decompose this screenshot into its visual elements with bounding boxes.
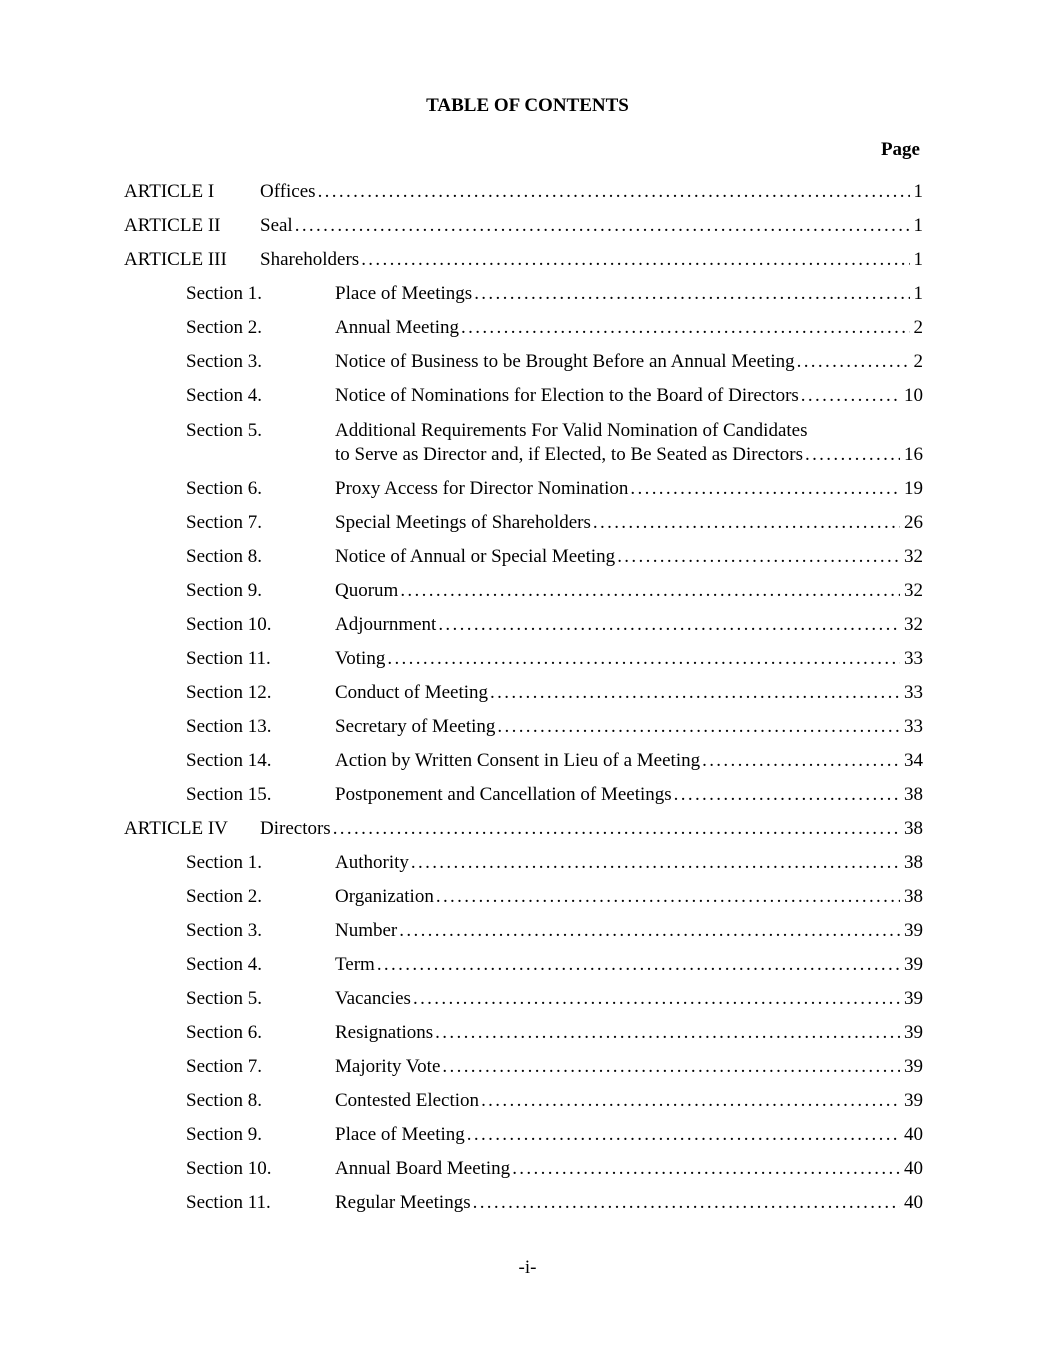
toc-section-entry[interactable] <box>0 952 1055 978</box>
entry-title-row <box>335 1054 923 1080</box>
entry-title: Directors <box>260 818 331 839</box>
article-label: ARTICLE IV <box>124 818 228 839</box>
dot-leader <box>805 442 900 468</box>
entry-title: Seal <box>260 215 293 236</box>
section-label: Section 2. <box>186 886 262 907</box>
toc-section-entry[interactable] <box>0 544 1055 570</box>
toc-section-entry[interactable] <box>0 680 1055 706</box>
entry-title: Conduct of Meeting <box>335 682 489 703</box>
entry-title: Organization <box>335 886 434 907</box>
section-label: Section 15. <box>186 784 272 805</box>
toc-section-entry[interactable] <box>0 1190 1055 1216</box>
entry-title: Voting <box>335 648 386 669</box>
entry-title: Postponement and Cancellation of Meetings <box>335 784 672 805</box>
entry-title: Vacancies <box>335 988 411 1009</box>
dot-leader <box>442 1054 900 1080</box>
section-label: Section 12. <box>186 682 272 703</box>
dot-leader <box>512 1156 900 1182</box>
dot-leader <box>481 1088 900 1114</box>
toc-section-entry[interactable] <box>0 646 1055 672</box>
dot-leader <box>630 476 900 502</box>
entry-title-row <box>260 213 923 239</box>
page-number-footer: -i- <box>518 1257 537 1278</box>
section-label: Section 5. <box>186 420 262 441</box>
entry-title-row <box>335 714 923 740</box>
entry-page-number: 32 <box>904 546 923 567</box>
dot-leader <box>436 884 900 910</box>
section-label: Section 3. <box>186 920 262 941</box>
entry-page-number: 40 <box>904 1192 923 1213</box>
dot-leader <box>387 646 900 672</box>
section-label: Section 10. <box>186 1158 272 1179</box>
entry-page-number: 26 <box>904 512 923 533</box>
entry-page-number: 10 <box>904 385 923 406</box>
dot-leader <box>411 850 900 876</box>
entry-title-row <box>335 1020 923 1046</box>
toc-section-entry[interactable] <box>0 476 1055 502</box>
toc-section-entry[interactable] <box>0 510 1055 536</box>
entry-title: Quorum <box>335 580 399 601</box>
toc-section-entry[interactable] <box>0 578 1055 604</box>
toc-article-entry[interactable] <box>0 816 1055 842</box>
dot-leader <box>295 213 910 239</box>
entry-title: Regular Meetings <box>335 1192 471 1213</box>
entry-title-row <box>335 782 923 808</box>
toc-section-entry[interactable] <box>0 714 1055 740</box>
entry-title-row <box>335 1156 923 1182</box>
entry-page-number: 1 <box>913 249 923 270</box>
section-label: Section 10. <box>186 614 272 635</box>
dot-leader <box>702 748 900 774</box>
dot-leader <box>361 247 909 273</box>
entry-page-number: 39 <box>904 1090 923 1111</box>
entry-title: Notice of Business to be Brought Before an Annual Meeting <box>335 351 795 372</box>
entry-title-row <box>335 1088 923 1114</box>
entry-title-row <box>335 680 923 706</box>
dot-leader <box>674 782 900 808</box>
entry-page-number: 1 <box>913 215 923 236</box>
entry-page-number: 2 <box>913 317 923 338</box>
dot-leader <box>438 612 900 638</box>
toc-section-entry[interactable] <box>0 281 1055 307</box>
toc-section-entry[interactable] <box>0 884 1055 910</box>
dot-leader <box>474 281 909 307</box>
dot-leader <box>413 986 900 1012</box>
dot-leader <box>797 349 910 375</box>
entry-title: Place of Meetings <box>335 283 473 304</box>
dot-leader <box>490 680 900 706</box>
entry-title-row <box>335 1122 923 1148</box>
toc-section-entry[interactable] <box>0 1088 1055 1114</box>
toc-section-entry[interactable] <box>0 349 1055 375</box>
entry-title: Notice of Annual or Special Meeting <box>335 546 616 567</box>
entry-title-row <box>335 281 923 307</box>
dot-leader <box>435 1020 900 1046</box>
entry-title-row <box>335 1190 923 1216</box>
toc-section-entry[interactable] <box>0 850 1055 876</box>
entry-page-number: 1 <box>913 181 923 202</box>
entry-page-number: 32 <box>904 580 923 601</box>
entry-title-row <box>335 510 923 536</box>
entry-page-number: 19 <box>904 478 923 499</box>
section-label: Section 11. <box>186 648 271 669</box>
entry-page-number: 39 <box>904 1056 923 1077</box>
entry-title: Notice of Nominations for Election to the Board of Directors <box>335 385 799 406</box>
entry-title: Offices <box>260 181 316 202</box>
toc-section-entry[interactable] <box>0 782 1055 808</box>
dot-leader <box>318 179 910 205</box>
dot-leader <box>400 578 900 604</box>
entry-title-row <box>335 349 923 375</box>
dot-leader <box>377 952 900 978</box>
entry-page-number: 38 <box>904 852 923 873</box>
entry-page-number: 38 <box>904 784 923 805</box>
entry-page-number: 39 <box>904 954 923 975</box>
section-label: Section 8. <box>186 546 262 567</box>
entry-title: to Serve as Director and, if Elected, to Be Seated as Directors <box>335 444 803 465</box>
entry-page-number: 34 <box>904 750 923 771</box>
section-label: Section 9. <box>186 580 262 601</box>
section-label: Section 7. <box>186 1056 262 1077</box>
entry-title-row <box>335 850 923 876</box>
section-label: Section 6. <box>186 478 262 499</box>
entry-title-row <box>260 247 923 273</box>
entry-title-row <box>260 179 923 205</box>
toc-section-entry[interactable] <box>0 1020 1055 1046</box>
toc-section-entry[interactable] <box>0 418 1055 470</box>
entry-title-row <box>260 816 923 842</box>
entry-title: Contested Election <box>335 1090 480 1111</box>
entry-page-number: 38 <box>904 886 923 907</box>
entry-title-row <box>335 383 923 409</box>
toc-article-entry[interactable] <box>0 247 1055 273</box>
toc-article-entry[interactable] <box>0 179 1055 205</box>
entry-title-row <box>335 646 923 672</box>
entry-title-row <box>335 918 923 944</box>
toc-section-entry[interactable] <box>0 918 1055 944</box>
entry-title: Proxy Access for Director Nomination <box>335 478 629 499</box>
entry-title-row <box>335 612 923 638</box>
entry-title-line1: Additional Requirements For Valid Nomination of Candidates <box>335 420 808 441</box>
entry-title: Number <box>335 920 398 941</box>
entry-page-number: 33 <box>904 716 923 737</box>
entry-page-number: 40 <box>904 1124 923 1145</box>
article-label: ARTICLE II <box>124 215 221 236</box>
dot-leader <box>473 1190 900 1216</box>
toc-section-entry[interactable] <box>0 383 1055 409</box>
toc-section-entry[interactable] <box>0 1156 1055 1182</box>
dot-leader <box>497 714 900 740</box>
entry-title: Authority <box>335 852 409 873</box>
dot-leader <box>399 918 900 944</box>
entry-title: Shareholders <box>260 249 360 270</box>
toc-section-entry[interactable] <box>0 1054 1055 1080</box>
entry-title: Resignations <box>335 1022 434 1043</box>
entry-title: Adjournment <box>335 614 437 635</box>
page-column-header: Page <box>880 139 920 160</box>
section-label: Section 4. <box>186 385 262 406</box>
entry-title: Term <box>335 954 375 975</box>
entry-page-number: 39 <box>904 1022 923 1043</box>
entry-title: Place of Meeting <box>335 1124 465 1145</box>
section-label: Section 14. <box>186 750 272 771</box>
toc-section-entry[interactable] <box>0 612 1055 638</box>
entry-title-row <box>335 578 923 604</box>
entry-title-row <box>335 315 923 341</box>
entry-title: Majority Vote <box>335 1056 441 1077</box>
entry-page-number: 40 <box>904 1158 923 1179</box>
section-label: Section 4. <box>186 954 262 975</box>
article-label: ARTICLE I <box>124 181 215 202</box>
dot-leader <box>333 816 900 842</box>
dot-leader <box>617 544 900 570</box>
section-label: Section 7. <box>186 512 262 533</box>
entry-page-number: 32 <box>904 614 923 635</box>
section-label: Section 1. <box>186 283 262 304</box>
page-title: TABLE OF CONTENTS <box>426 95 629 116</box>
section-label: Section 5. <box>186 988 262 1009</box>
entry-title-row <box>335 986 923 1012</box>
section-label: Section 6. <box>186 1022 262 1043</box>
section-label: Section 9. <box>186 1124 262 1145</box>
entry-title-row <box>335 544 923 570</box>
section-label: Section 11. <box>186 1192 271 1213</box>
entry-page-number: 16 <box>904 444 923 465</box>
section-label: Section 8. <box>186 1090 262 1111</box>
entry-page-number: 2 <box>913 351 923 372</box>
entry-page-number: 39 <box>904 988 923 1009</box>
dot-leader <box>801 383 900 409</box>
toc-section-entry[interactable] <box>0 986 1055 1012</box>
entry-title-row <box>335 476 923 502</box>
entry-title-row <box>335 884 923 910</box>
dot-leader <box>461 315 909 341</box>
entry-title: Secretary of Meeting <box>335 716 496 737</box>
dot-leader <box>467 1122 900 1148</box>
entry-title: Annual Meeting <box>335 317 460 338</box>
entry-title: Special Meetings of Shareholders <box>335 512 591 533</box>
toc-section-entry[interactable] <box>0 315 1055 341</box>
entry-title-row <box>335 748 923 774</box>
section-label: Section 3. <box>186 351 262 372</box>
toc-article-entry[interactable] <box>0 213 1055 239</box>
entry-page-number: 33 <box>904 648 923 669</box>
entry-title: Action by Written Consent in Lieu of a Meeting <box>335 750 701 771</box>
section-label: Section 13. <box>186 716 272 737</box>
section-label: Section 1. <box>186 852 262 873</box>
entry-title: Annual Board Meeting <box>335 1158 511 1179</box>
entry-page-number: 39 <box>904 920 923 941</box>
section-label: Section 2. <box>186 317 262 338</box>
entry-page-number: 1 <box>913 283 923 304</box>
article-label: ARTICLE III <box>124 249 227 270</box>
entry-title-row <box>335 442 923 468</box>
dot-leader <box>593 510 900 536</box>
toc-section-entry[interactable] <box>0 1122 1055 1148</box>
entry-title-row <box>335 952 923 978</box>
toc-section-entry[interactable] <box>0 748 1055 774</box>
entry-page-number: 38 <box>904 818 923 839</box>
entry-page-number: 33 <box>904 682 923 703</box>
